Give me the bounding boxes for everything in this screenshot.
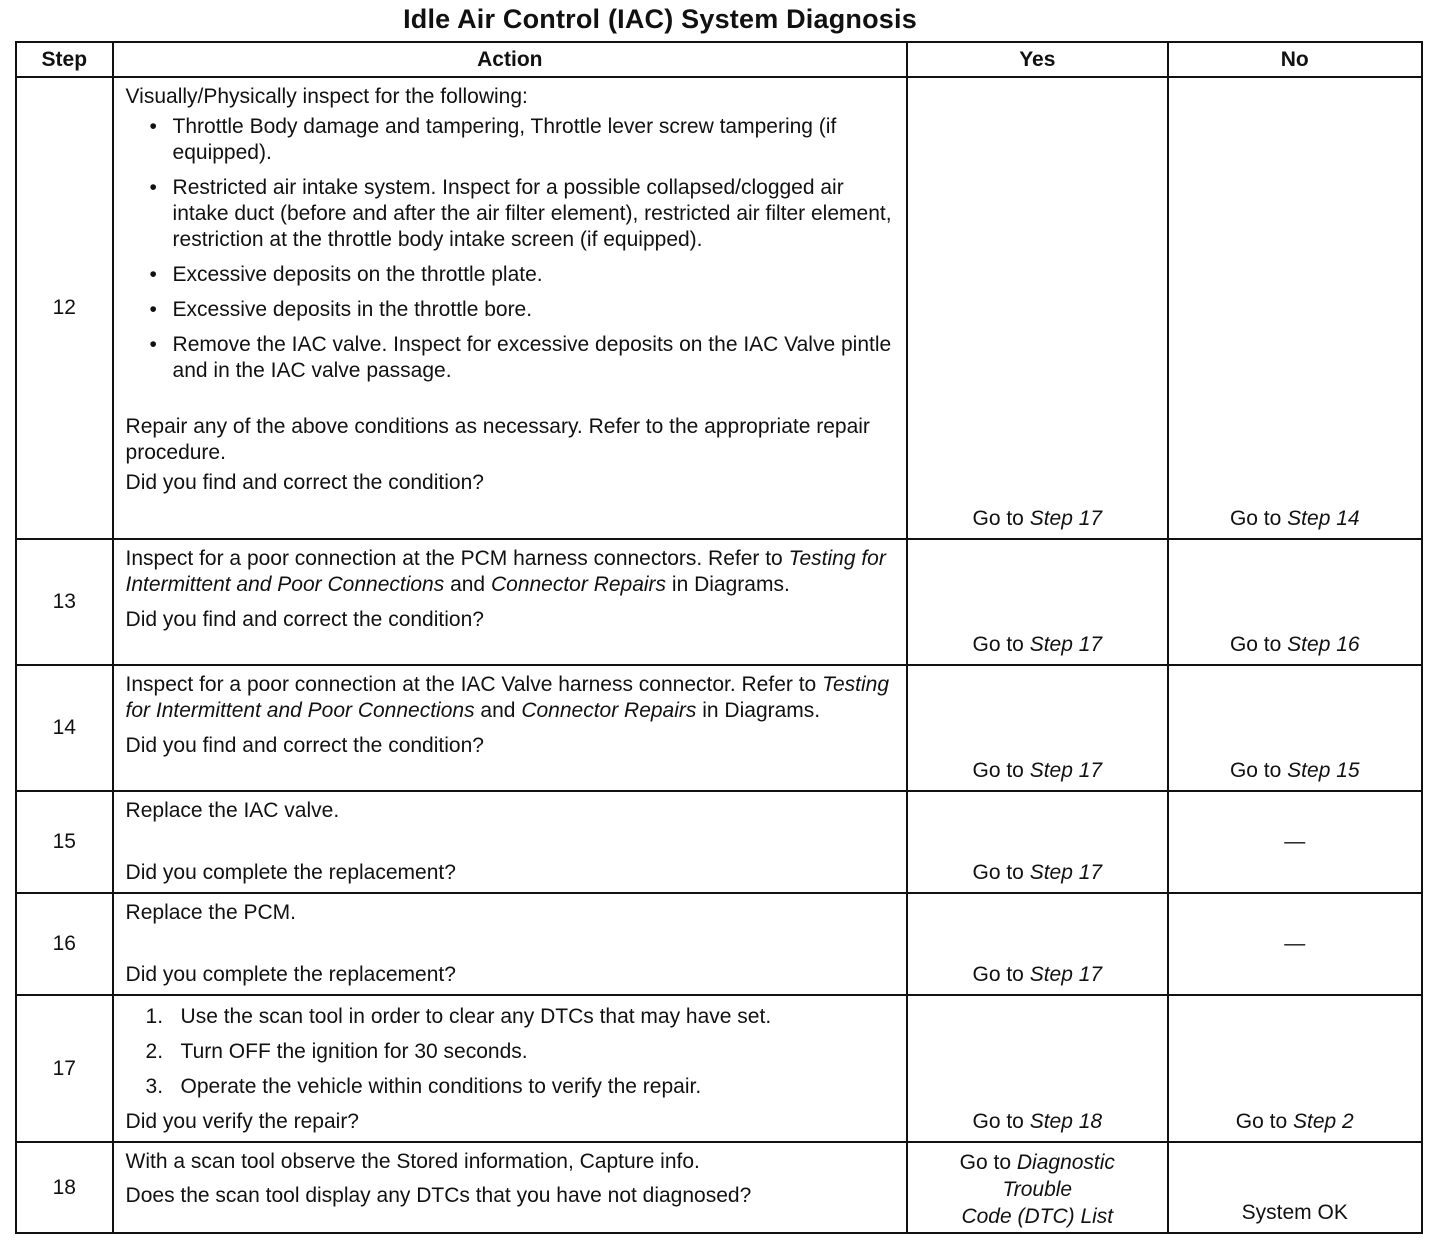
table-row [16, 1142, 1422, 1233]
goto-prefix: Go to [972, 1110, 1024, 1133]
header-step: Step [16, 42, 113, 77]
no-cell [1168, 539, 1422, 665]
step-number: 17 [16, 995, 113, 1142]
yes-cell [907, 893, 1167, 995]
no-cell [1168, 665, 1422, 791]
table-row [16, 893, 1422, 995]
action-cell [113, 893, 908, 995]
text-part: and [450, 573, 486, 596]
numbered-list [126, 1004, 897, 1100]
goto-link[interactable]: Diagnostic [1016, 1151, 1115, 1174]
question-text: Did you complete the replacement? [125, 861, 456, 884]
goto-link[interactable]: Step 17 [1029, 861, 1103, 884]
goto-prefix: Go to [1229, 759, 1282, 782]
text-part: Inspect for a poor connection at the PCM harness connectors. Refer to [125, 547, 783, 570]
goto-link[interactable]: Step 2 [1293, 1110, 1354, 1133]
goto-link-continued[interactable]: Code (DTC) List [961, 1205, 1114, 1228]
question-text: Did you complete the replacement? [125, 963, 456, 986]
yes-cell [907, 791, 1167, 893]
page-title: Idle Air Control (IAC) System Diagnosis [403, 4, 917, 34]
goto-prefix: Go to [1229, 633, 1282, 656]
goto-link[interactable]: Step 16 [1287, 633, 1360, 656]
goto-link[interactable]: Step 17 [1029, 507, 1103, 530]
no-cell [1168, 77, 1422, 539]
goto-prefix: Go to [959, 1151, 1012, 1174]
action-cell [113, 791, 908, 893]
list-item [126, 1074, 897, 1100]
no-cell: — [1168, 893, 1422, 995]
reference-link[interactable]: Testing for Intermittent and Poor Connections [125, 547, 886, 596]
header-action: Action [113, 42, 908, 77]
text-part: in Diagrams. [702, 699, 821, 722]
text-part: and [480, 699, 516, 722]
no-cell [1168, 995, 1422, 1142]
action-text [126, 546, 897, 598]
question-text: Did you verify the repair? [125, 1110, 359, 1133]
yes-cell [907, 995, 1167, 1142]
list-item [126, 1039, 897, 1065]
table-row [16, 665, 1422, 791]
action-cell [113, 1142, 908, 1233]
goto-prefix: Go to [1235, 1110, 1288, 1133]
header-no: No [1168, 42, 1422, 77]
goto-link[interactable]: Step 17 [1029, 963, 1103, 986]
item-text: Operate the vehicle within conditions to verify the repair. [180, 1075, 702, 1098]
goto-link[interactable]: Step 15 [1287, 759, 1360, 782]
list-item: • Remove the IAC valve. Inspect for excessive deposits on the IAC Valve pintle and in the IAC valve passage. [126, 332, 897, 384]
question-text: Did you find and correct the condition? [125, 734, 484, 757]
repair-text: Repair any of the above conditions as necessary. Refer to the appropriate repair procedure. [125, 415, 870, 464]
table-row [16, 791, 1422, 893]
goto-link-continued[interactable]: Trouble [1002, 1178, 1073, 1201]
goto-prefix: Go to [972, 507, 1024, 530]
diagnosis-table [15, 41, 1423, 1234]
action-cell [113, 665, 908, 791]
table-row [16, 539, 1422, 665]
item-number: 3. [145, 1075, 164, 1098]
question-text: Did you find and correct the condition? [125, 608, 484, 631]
goto-prefix: Go to [972, 963, 1024, 986]
step-number: 12 [16, 77, 113, 539]
header-yes: Yes [907, 42, 1167, 77]
item-text: Use the scan tool in order to clear any DTCs that may have set. [180, 1005, 772, 1028]
no-cell: — [1168, 791, 1422, 893]
goto-link[interactable]: Step 18 [1029, 1110, 1103, 1133]
goto-link[interactable]: Step 17 [1029, 633, 1103, 656]
list-item: • Throttle Body damage and tampering, Throttle lever screw tampering (if equipped). [126, 114, 897, 166]
step-number: 16 [16, 893, 113, 995]
yes-cell [907, 77, 1167, 539]
step-number: 14 [16, 665, 113, 791]
bullet-list [126, 114, 897, 384]
text-part: in Diagrams. [671, 573, 790, 596]
table-row [16, 995, 1422, 1142]
goto-prefix: Go to [972, 759, 1024, 782]
goto-prefix: Go to [1229, 507, 1282, 530]
list-item: • Restricted air intake system. Inspect for a possible collapsed/clogged air intake duct (before and after the air filter element), restricted air filter element, restriction at the throttle body intake screen (if equipped). [126, 175, 897, 253]
item-text: Turn OFF the ignition for 30 seconds. [180, 1040, 528, 1063]
yes-cell [907, 1142, 1167, 1233]
list-item: • Excessive deposits in the throttle bore. [126, 297, 897, 323]
reference-link[interactable]: Connector Repairs [490, 573, 667, 596]
table-row [16, 77, 1422, 539]
question-text: Does the scan tool display any DTCs that you have not diagnosed? [125, 1184, 752, 1207]
reference-link[interactable]: Testing for Intermittent and Poor Connections [125, 673, 890, 722]
header-row [16, 42, 1422, 77]
yes-cell [907, 665, 1167, 791]
action-text [126, 672, 897, 724]
question-text: Did you find and correct the condition? [125, 471, 484, 494]
step-number: 18 [16, 1142, 113, 1233]
goto-link[interactable]: Step 17 [1029, 759, 1103, 782]
step-number: 15 [16, 791, 113, 893]
list-item [126, 1004, 897, 1030]
goto-prefix: Go to [972, 633, 1024, 656]
action-text: Replace the IAC valve. [125, 799, 340, 822]
action-cell [113, 77, 908, 539]
action-text: With a scan tool observe the Stored information, Capture info. [125, 1150, 700, 1173]
action-intro: Visually/Physically inspect for the following: [125, 85, 528, 108]
reference-link[interactable]: Connector Repairs [521, 699, 697, 722]
text-part: Inspect for a poor connection at the IAC Valve harness connector. Refer to [125, 673, 817, 696]
goto-prefix: Go to [972, 861, 1024, 884]
yes-cell [907, 539, 1167, 665]
action-cell [113, 995, 908, 1142]
action-cell [113, 539, 908, 665]
goto-link[interactable]: Step 14 [1287, 507, 1360, 530]
item-number: 2. [145, 1040, 164, 1063]
step-number: 13 [16, 539, 113, 665]
item-number: 1. [145, 1005, 164, 1028]
list-item: • Excessive deposits on the throttle plate. [126, 262, 897, 288]
action-text: Replace the PCM. [125, 901, 296, 924]
no-cell: System OK [1168, 1142, 1422, 1233]
